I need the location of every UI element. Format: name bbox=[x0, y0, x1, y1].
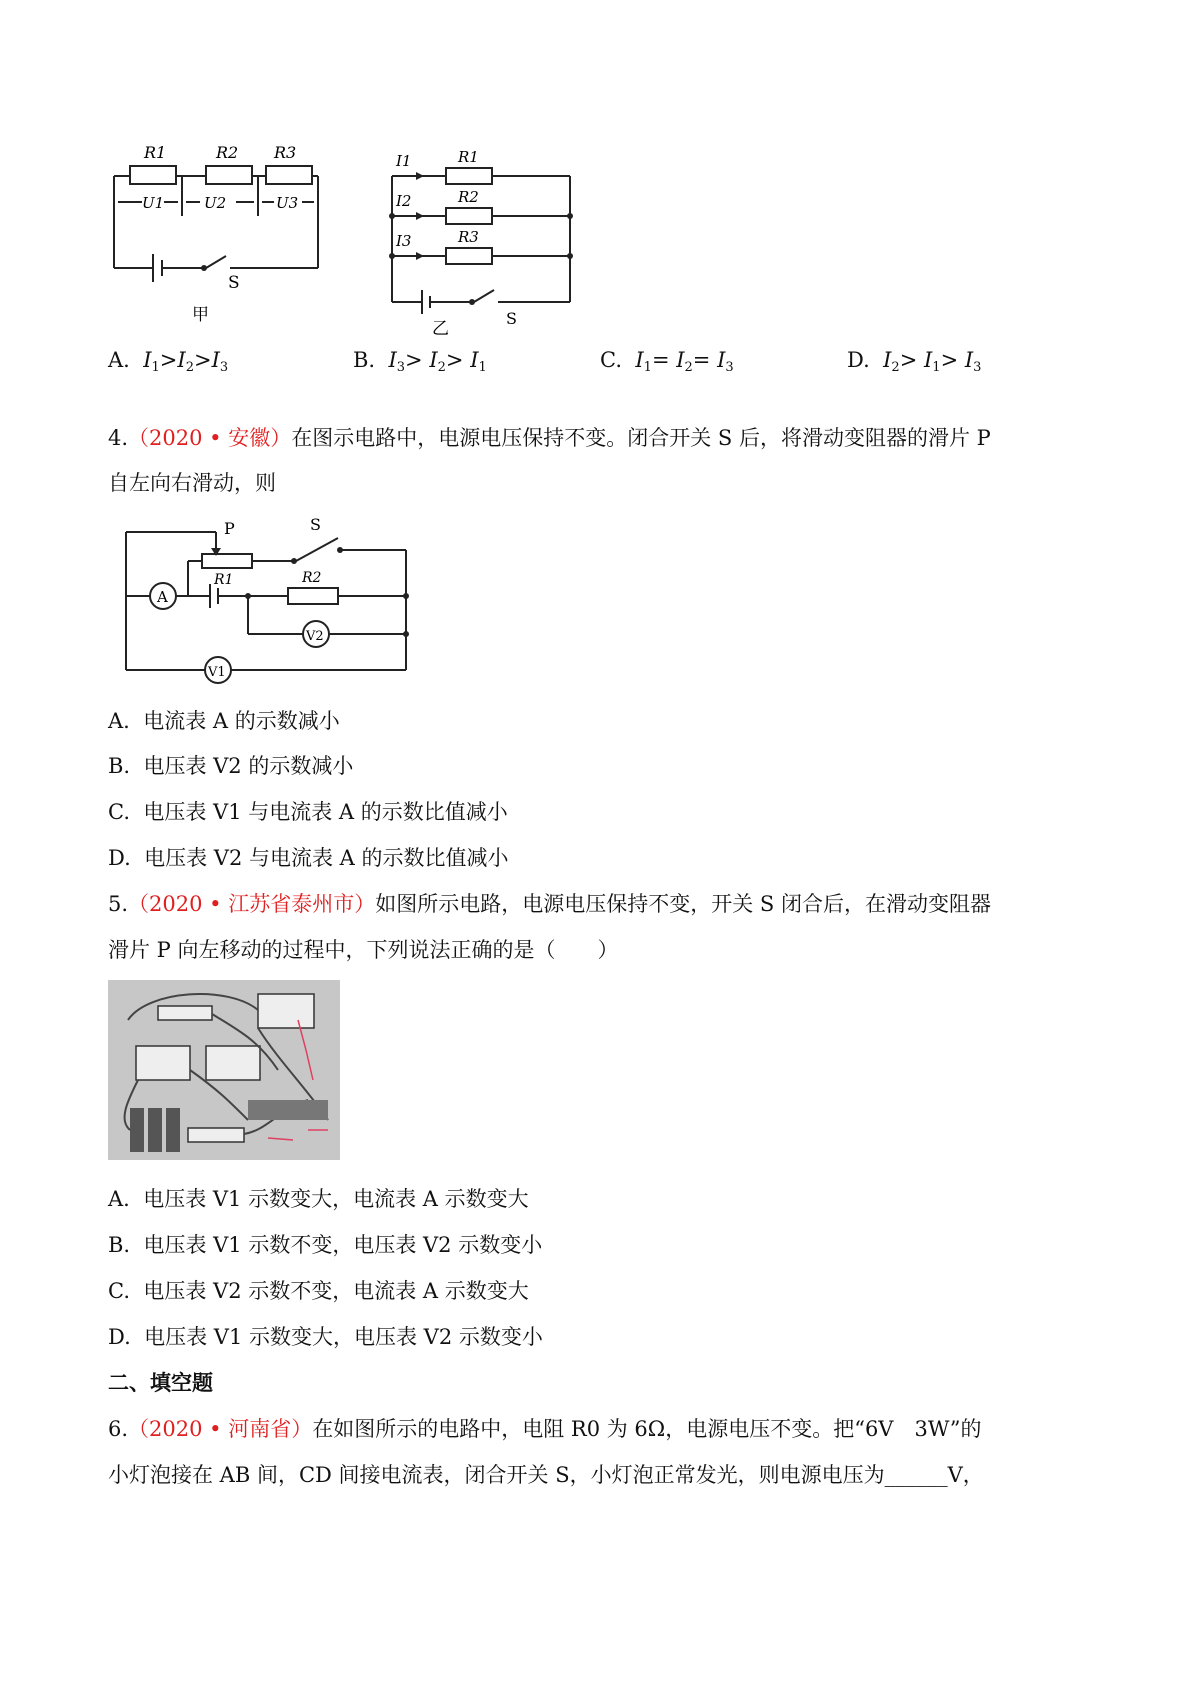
label-r3: R3 bbox=[458, 228, 479, 246]
label-u1: U1 bbox=[142, 194, 165, 212]
label-ammeter: A bbox=[157, 588, 168, 606]
label-switch: S bbox=[228, 273, 240, 293]
figure-q4-circuit bbox=[118, 510, 418, 688]
label-i1: I1 bbox=[396, 152, 412, 170]
option-text: 电压表 V1 示数不变，电压表 V2 示数变小 bbox=[143, 1233, 543, 1257]
q5-option-a bbox=[108, 1184, 529, 1214]
label-r1: R1 bbox=[458, 148, 479, 166]
option-letter: B. bbox=[108, 754, 131, 778]
option-letter: D. bbox=[847, 348, 870, 372]
label-r2: R2 bbox=[216, 143, 239, 162]
option-text: 电压表 V1 示数变大，电流表 A 示数变大 bbox=[143, 1187, 529, 1211]
q3-option-d: D. $I_2> I_1> I_3$ bbox=[847, 348, 982, 375]
option-text: 电压表 V2 与电流表 A 的示数比值减小 bbox=[144, 846, 509, 870]
option-letter: B. bbox=[108, 1233, 131, 1257]
option-letter: A. bbox=[108, 709, 130, 733]
question-source: （2020 • 江苏省泰州市） bbox=[128, 892, 376, 916]
label-i3: I3 bbox=[396, 232, 412, 250]
question-text: 在如图所示的电路中，电阻 R0 为 6Ω，电源电压不变。把“6V 3W”的 bbox=[312, 1417, 982, 1441]
question-text: 自左向右滑动，则 bbox=[108, 471, 276, 495]
q3-option-c: C. $I_1= I_2= I_3$ bbox=[600, 348, 734, 375]
figure-parallel-circuit bbox=[386, 138, 576, 338]
section-heading: 二、填空题 bbox=[108, 1370, 213, 1395]
q6-stem-line1 bbox=[108, 1414, 982, 1444]
option-letter: C. bbox=[108, 1279, 130, 1303]
option-letter: C. bbox=[600, 348, 622, 372]
option-letter: C. bbox=[108, 800, 130, 824]
label-p: P bbox=[224, 519, 235, 538]
question-text: 在图示电路中，电源电压保持不变。闭合开关 S 后，将滑动变阻器的滑片 P bbox=[291, 426, 991, 450]
question-source: （2020 • 河南省） bbox=[128, 1417, 313, 1441]
question-number: 6. bbox=[108, 1417, 129, 1441]
option-letter: D. bbox=[108, 846, 131, 870]
figure-caption-yi: 乙 bbox=[432, 319, 449, 338]
label-switch: S bbox=[506, 309, 517, 328]
q4-stem-line1 bbox=[108, 423, 991, 453]
q4-option-a bbox=[108, 706, 340, 736]
label-u2: U2 bbox=[204, 194, 227, 212]
label-v1: V1 bbox=[208, 665, 226, 680]
option-letter: A. bbox=[108, 1187, 130, 1211]
question-number: 5. bbox=[108, 892, 129, 916]
circuit-photo bbox=[108, 980, 340, 1160]
option-letter: A. bbox=[108, 348, 130, 372]
q5-stem-line1 bbox=[108, 889, 991, 919]
q4-stem-line2 bbox=[108, 468, 276, 498]
question-number: 4. bbox=[108, 426, 129, 450]
label-s: S bbox=[310, 515, 321, 534]
q5-stem-line2 bbox=[108, 935, 618, 965]
option-text: 电流表 A 的示数减小 bbox=[143, 709, 340, 733]
q6-stem-line2 bbox=[108, 1460, 984, 1490]
q3-option-b: B. $I_3> I_2> I_1$ bbox=[353, 348, 487, 375]
label-u3: U3 bbox=[276, 194, 299, 212]
label-v2: V2 bbox=[306, 629, 324, 644]
label-i2: I2 bbox=[396, 192, 412, 210]
label-r3: R3 bbox=[274, 143, 297, 162]
label-r2: R2 bbox=[458, 188, 479, 206]
option-letter: B. bbox=[353, 348, 376, 372]
question-source: （2020 • 安徽） bbox=[128, 426, 292, 450]
label-r1: R1 bbox=[144, 143, 167, 162]
question-text: 如图所示电路，电源电压保持不变，开关 S 闭合后，在滑动变阻器 bbox=[375, 892, 991, 916]
figure-series-circuit bbox=[108, 136, 323, 336]
option-text: 电压表 V1 示数变大，电压表 V2 示数变小 bbox=[144, 1325, 543, 1349]
option-text: 电压表 V2 示数不变，电流表 A 示数变大 bbox=[143, 1279, 529, 1303]
option-text: 电压表 V1 与电流表 A 的示数比值减小 bbox=[143, 800, 508, 824]
q4-option-b bbox=[108, 751, 353, 781]
label-r2: R2 bbox=[302, 570, 322, 586]
q5-option-d bbox=[108, 1322, 543, 1352]
option-letter: D. bbox=[108, 1325, 131, 1349]
figure-caption-jia: 甲 bbox=[192, 305, 209, 325]
q4-option-c bbox=[108, 797, 508, 827]
question-text: 小灯泡接在 AB 间，CD 间接电流表，闭合开关 S，小灯泡正常发光，则电源电压为______V， bbox=[108, 1463, 984, 1487]
q5-option-c bbox=[108, 1276, 529, 1306]
option-text: 电压表 V2 的示数减小 bbox=[143, 754, 354, 778]
q3-option-a: A. $I_1>I_2>I_3$ bbox=[108, 348, 229, 375]
q5-option-b bbox=[108, 1230, 542, 1260]
question-text: 滑片 P 向左移动的过程中，下列说法正确的是（ ） bbox=[108, 938, 619, 962]
label-r1: R1 bbox=[214, 572, 234, 588]
q4-option-d bbox=[108, 843, 509, 873]
